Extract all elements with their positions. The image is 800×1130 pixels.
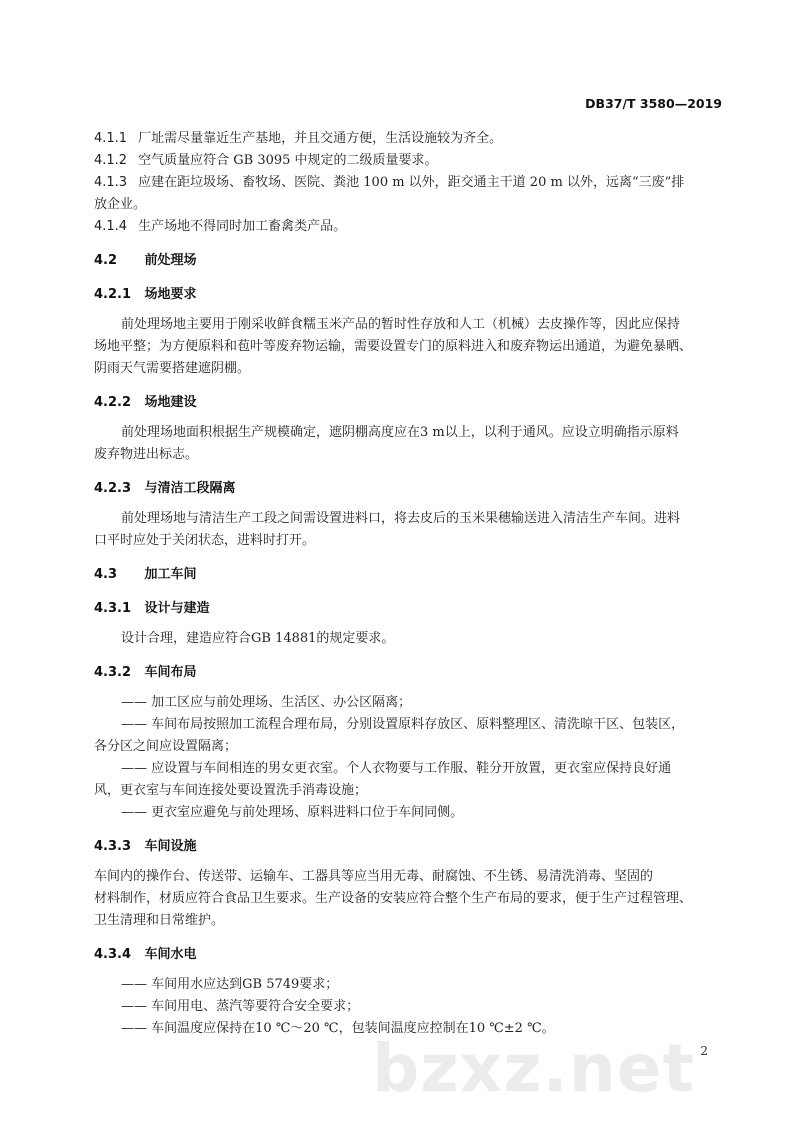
section-4-3-1-heading [94, 598, 726, 620]
section-title: 前处理场 [144, 253, 197, 268]
clause-number: 4.1.4 [94, 219, 128, 234]
section-title: 与清洁工段隔离 [144, 481, 236, 496]
list-item-text: 加工区应与前处理场、生活区、办公区隔离； [151, 695, 412, 710]
paragraph-line: 车间内的操作台、传送带、运输车、工器具等应当用无毒、耐腐蚀、不生锈、易清洗消毒、坚固的 [94, 869, 654, 884]
section-title: 车间设施 [144, 839, 197, 854]
paragraph-line: 口平时应处于关闭状态，进料时打开。 [94, 533, 316, 548]
section-4-2-2-heading [94, 392, 726, 414]
section-number: 4.2.1 [94, 287, 132, 302]
section-number: 4.2.3 [94, 481, 132, 496]
section-4-2-heading [94, 250, 726, 272]
page-number: 2 [700, 1044, 708, 1058]
section-number: 4.3.2 [94, 665, 132, 680]
paragraph-line: 废弃物进出标志。 [94, 447, 199, 462]
paragraph-line: 材料制作，材质应符合食品卫生要求。生产设备的安装应符合整个生产布局的要求，便于生产过程管理、 [94, 891, 693, 906]
list-item-text: 车间布局按照加工流程合理布局，分别设置原料存放区、原料整理区、清洗晾干区、包装区， [151, 717, 685, 732]
list-item [94, 714, 726, 736]
paragraph-line: 卫生清理和日常维护。 [94, 913, 225, 928]
dash-marker: —— [121, 805, 147, 820]
list-item-text: 更衣室应避免与前处理场、原料进料口位于车间同侧。 [151, 805, 464, 820]
section-4-3-heading [94, 564, 726, 586]
dash-marker: —— [121, 977, 147, 992]
section-number: 4.3.4 [94, 947, 132, 962]
section-title: 车间水电 [144, 947, 197, 962]
section-4-3-3-heading [94, 836, 726, 858]
clause-4-1-1 [94, 128, 726, 150]
watermark: bzxz.net [372, 1030, 696, 1107]
section-number: 4.3.3 [94, 839, 132, 854]
section-title: 场地建设 [144, 395, 197, 410]
paragraph-line: 前处理场地主要用于刚采收鲜食糯玉米产品的暂时性存放和人工（机械）去皮操作等，因此应保持 [121, 317, 681, 332]
section-4-3-2-heading [94, 662, 726, 684]
list-item [94, 802, 726, 824]
section-4-2-2-paragraph [94, 422, 726, 466]
list-item-cont: 各分区之间应设置隔离； [94, 739, 238, 754]
clause-text: 厂址需尽量靠近生产基地，并且交通方便，生活设施较为齐全。 [138, 131, 503, 146]
doc-code: DB37/T 3580—2019 [585, 96, 722, 111]
section-number: 4.2 [94, 253, 118, 268]
section-title: 设计与建造 [144, 601, 210, 616]
section-number: 4.2.2 [94, 395, 132, 410]
document-body [94, 128, 726, 1040]
paragraph-line: 阴雨天气需要搭建遮阴棚。 [94, 361, 251, 376]
dash-marker: —— [121, 761, 147, 776]
list-item [94, 758, 726, 780]
dash-marker: —— [121, 717, 147, 732]
list-item [94, 996, 726, 1018]
paragraph-line: 设计合理，建造应符合GB 14881的规定要求。 [121, 631, 395, 646]
list-item [94, 692, 726, 714]
dash-marker: —— [121, 1021, 147, 1036]
paragraph-line: 前处理场地面积根据生产规模确定，遮阴棚高度应在3 m以上，以利于通风。应设立明确指示原料 [121, 425, 679, 440]
list-item-text: 车间用电、蒸汽等要符合安全要求； [151, 999, 360, 1014]
section-title: 车间布局 [144, 665, 197, 680]
section-4-2-3-heading [94, 478, 726, 500]
section-4-3-1-paragraph [94, 628, 726, 650]
section-4-2-3-paragraph [94, 508, 726, 552]
section-4-3-3-paragraph [94, 866, 726, 932]
dash-marker: —— [121, 695, 147, 710]
list-item [94, 974, 726, 996]
list-item-text: 车间用水应达到GB 5749要求； [151, 977, 339, 992]
section-title: 加工车间 [144, 567, 197, 582]
clause-number: 4.1.3 [94, 175, 128, 190]
section-4-2-1-heading [94, 284, 726, 306]
list-item-text: 车间温度应保持在10 ℃～20 ℃，包装间温度应控制在10 ℃±2 ℃。 [151, 1021, 555, 1036]
section-number: 4.3 [94, 567, 118, 582]
clause-text: 生产场地不得同时加工畜禽类产品。 [138, 219, 347, 234]
section-number: 4.3.1 [94, 601, 132, 616]
clause-4-1-3 [94, 172, 726, 194]
list-item-cont: 风，更衣室与车间连接处要设置洗手消毒设施； [94, 783, 368, 798]
paragraph-line: 前处理场地与清洁生产工段之间需设置进料口，将去皮后的玉米果穗输送进入清洁生产车间。进料 [121, 511, 681, 526]
section-4-3-4-heading [94, 944, 726, 966]
section-4-3-2-list [94, 692, 726, 824]
clause-number: 4.1.2 [94, 153, 128, 168]
section-title: 场地要求 [144, 287, 197, 302]
clause-4-1-2 [94, 150, 726, 172]
dash-marker: —— [121, 999, 147, 1014]
clause-number: 4.1.1 [94, 131, 128, 146]
list-item-text: 应设置与车间相连的男女更衣室。个人衣物要与工作服、鞋分开放置，更衣室应保持良好通 [151, 761, 672, 776]
clause-4-1-3-cont: 放企业。 [94, 197, 147, 212]
clause-text: 空气质量应符合 GB 3095 中规定的二级质量要求。 [138, 153, 438, 168]
section-4-2-1-paragraph [94, 314, 726, 380]
paragraph-line: 场地平整；为方便原料和苞叶等废弃物运输，需要设置专门的原料进入和废弃物运出通道，为避免暴晒、 [94, 339, 693, 354]
clause-text: 应建在距垃圾场、畜牧场、医院、粪池 100 m 以外，距交通主干道 20 m 以外，远离“三废”排 [138, 175, 685, 190]
clause-4-1-4 [94, 216, 726, 238]
